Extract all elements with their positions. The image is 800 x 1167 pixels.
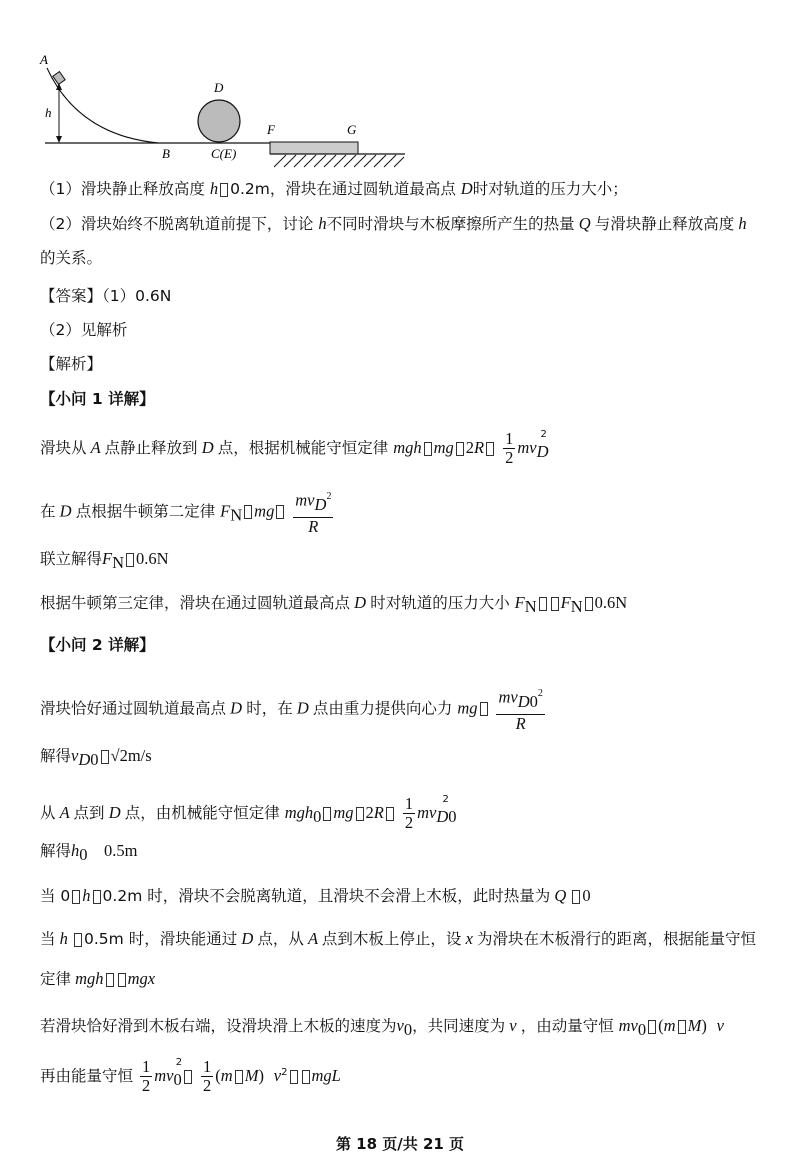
solution-line-5: 滑块恰好通过圆轨道最高点 D 时，在 D 点由重力提供向心力 mg $\frac{mv_{D0}^2}{R}$: [40, 685, 547, 733]
solution-line-11: 定律 mgh mgx: [40, 969, 156, 988]
circular-track: [198, 100, 240, 142]
solution-line-7: 从 A 点到 D 点，由机械能守恒定律 mgh$_0$ mg 2R $\frac{1}{2}$ $mv_{D0}^2$: [40, 793, 457, 832]
label-F: F: [267, 122, 275, 137]
answer-2: （2）见解析: [40, 321, 128, 339]
solution-line-9: 当 0 h 0.2m 时，滑块不会脱离轨道，且滑块不会滑上木板，此时热量为 Q 0: [40, 886, 591, 905]
label-D: D: [214, 80, 224, 95]
answer: 【答案】（1）0.6N: [40, 287, 172, 305]
subquestion-1-title: 【小问 1 详解】: [40, 390, 155, 408]
wooden-board: [270, 142, 358, 154]
solution-line-10: 当 h 0.5m 时，滑块能通过 D 点，从 A 点到木板上停止，设 x 为滑块在木板滑行的距离，根据能量守恒: [40, 929, 757, 948]
solution-line-6: 解得$v_{D0}$ √2m/s: [40, 746, 152, 770]
question-2-cont: 的关系。: [40, 249, 103, 267]
label-B: B: [162, 146, 170, 161]
solution-line-12: 若滑块恰好滑到木板右端，设滑块滑上木板的速度为$v_0$，共同速度为 v ，由动量守恒 $mv_0$ (m M) v: [40, 1016, 724, 1040]
solution-line-2: 在 D 点根据牛顿第二定律 $F_N$ mg $\frac{mv_D^2}{R}$: [40, 488, 335, 536]
physics-diagram: [0, 0, 800, 175]
solution-line-4: 根据牛顿第三定律，滑块在通过圆轨道最高点 D 时对轨道的压力大小 $F_N$ $F_N$ 0.6N: [40, 593, 628, 617]
solution-line-3: 联立解得$F_N$ 0.6N: [40, 549, 169, 573]
label-A: A: [40, 52, 48, 67]
subquestion-2-title: 【小问 2 详解】: [40, 636, 155, 654]
question-2: （2）滑块始终不脱离轨道前提下，讨论 h不同时滑块与木板摩擦所产生的热量 Q 与滑块静止释放高度 h: [40, 214, 747, 233]
page-footer: 第 18 页/共 21 页: [335, 1135, 465, 1153]
label-G: G: [347, 122, 357, 137]
ground-hatching: [274, 155, 404, 167]
solution-line-13: 再由能量守恒 $\frac{1}{2}$ $mv_0^2$ $\frac{1}{2}$ (m M) $v^2$ mgL: [40, 1056, 341, 1095]
analysis-label: 【解析】: [40, 355, 103, 373]
question-1: （1）滑块静止释放高度 h 0.2m，滑块在通过圆轨道最高点 D时对轨道的压力大小；: [40, 179, 628, 198]
solution-line-1: 滑块从 A 点静止释放到 D 点，根据机械能守恒定律 mgh mg 2R $\frac{1}{2}$ $mv_D^2$: [40, 428, 549, 467]
solution-line-8: 解得$h_0$ 0.5m: [40, 841, 138, 865]
label-h: h: [45, 105, 52, 120]
label-C: C(E): [211, 146, 237, 161]
